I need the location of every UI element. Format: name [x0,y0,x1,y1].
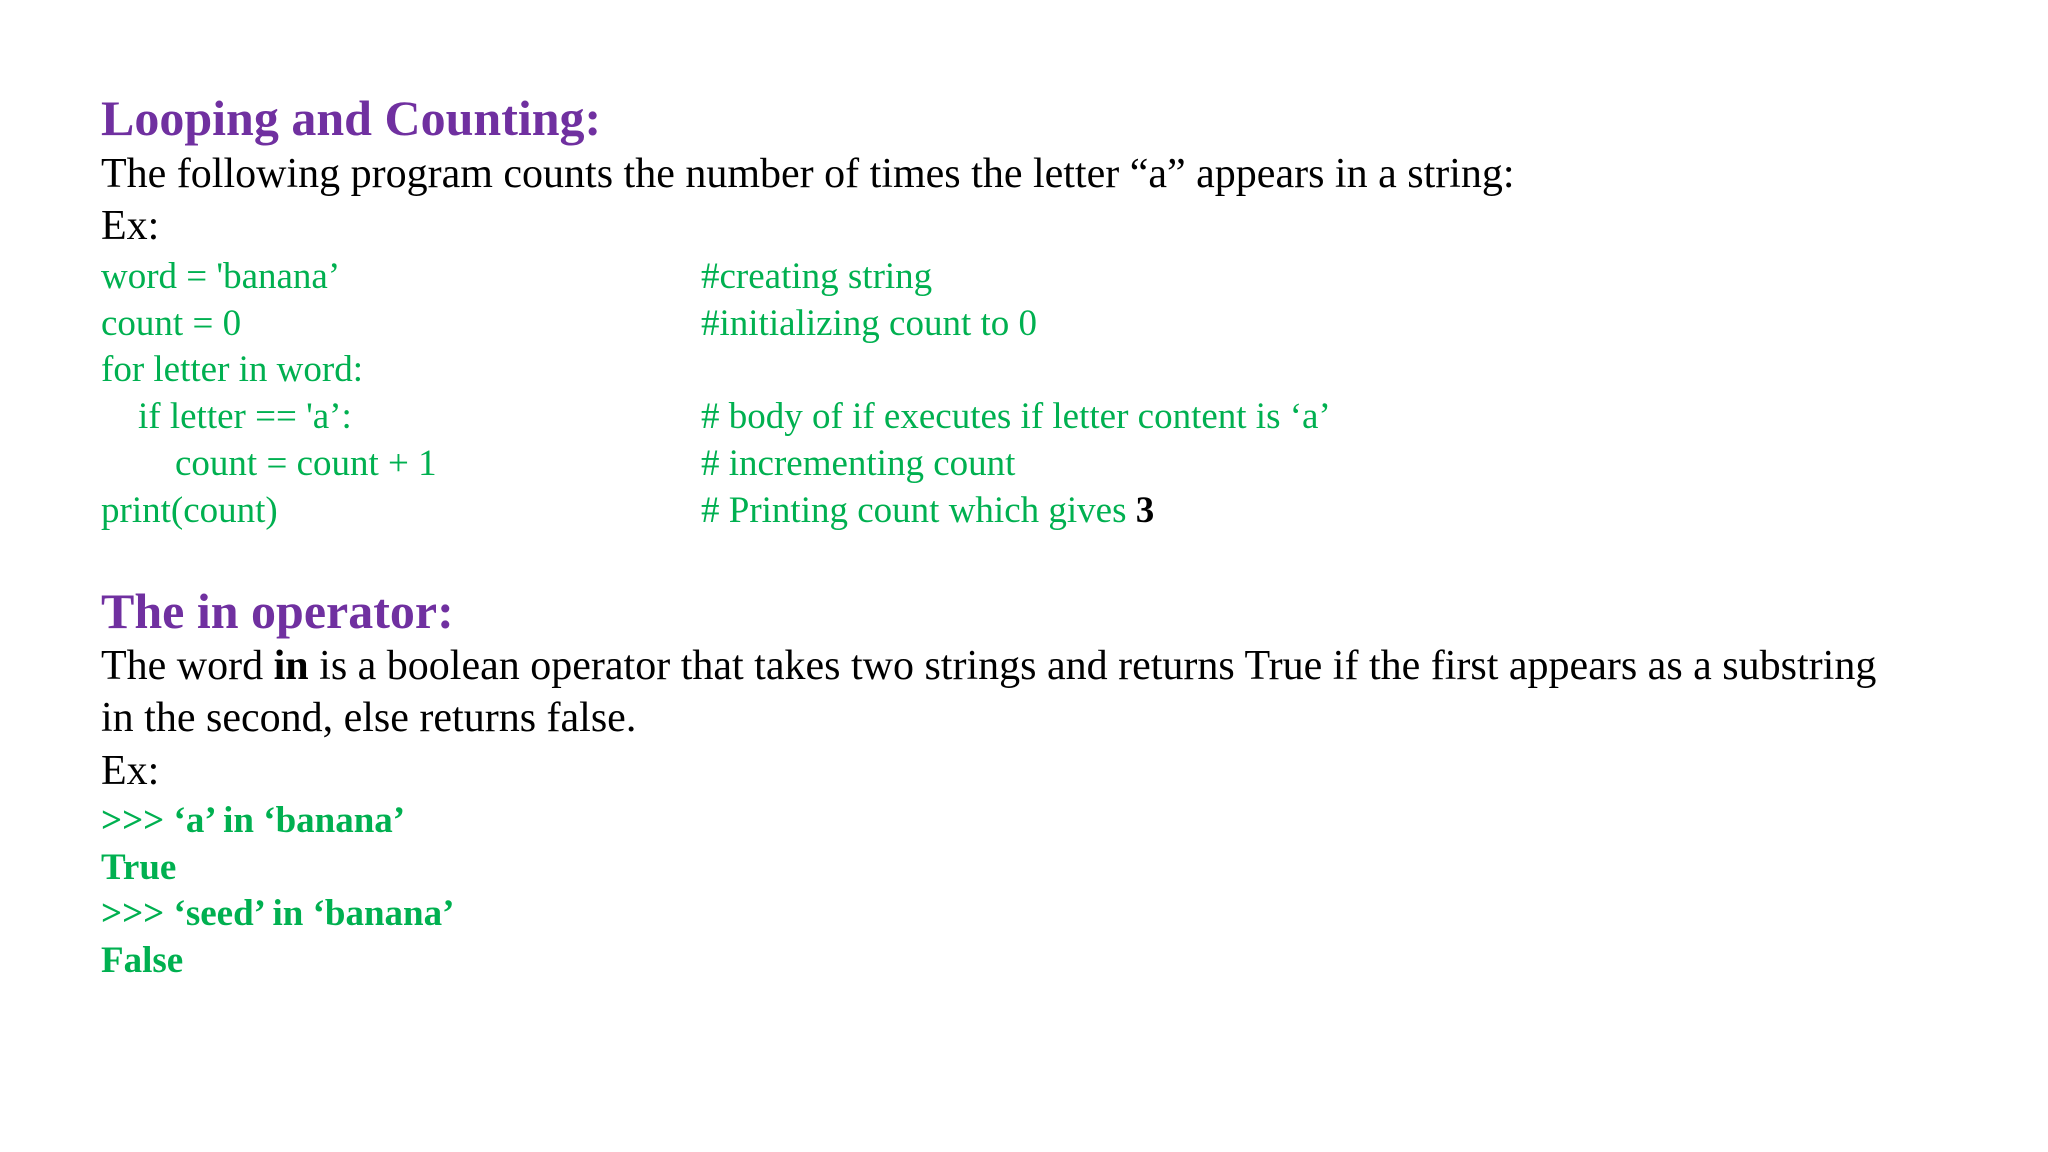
code-text: print(count) [101,490,278,531]
code-text: count = count + 1 [101,443,437,484]
in-operator-paragraph-line2: in the second, else returns false. [101,695,637,741]
code-comment: # incrementing count [701,443,1016,484]
heading-looping-and-counting: Looping and Counting: [101,90,602,146]
code-line [101,300,1601,347]
example-label: Ex: [101,203,160,249]
paragraph-text: is a boolean operator that takes two strings and returns True if the first appears as a substring [308,643,1877,689]
slide [101,0,2001,1152]
code-line [101,253,1601,300]
repl-line: False [101,940,184,981]
output-value: 3 [1135,490,1155,531]
code-text: count = 0 [101,303,242,344]
heading-in-operator: The in operator: [101,583,454,639]
intro-paragraph: The following program counts the number of times the letter “a” appears in a string: [101,151,1515,197]
code-line [101,440,1601,487]
code-line [101,393,1601,440]
code-comment: #creating string [701,256,933,297]
code-text: for letter in word: [101,349,363,390]
code-line [101,487,1601,534]
keyword-in: in [273,643,309,689]
code-text: word = 'banana’ [101,256,341,297]
example-label: Ex: [101,748,160,794]
code-comment [701,487,1154,534]
repl-line: >>> ‘a’ in ‘banana’ [101,800,406,841]
paragraph-text: The word [101,643,274,689]
code-comment: #initializing count to 0 [701,303,1038,344]
repl-line: >>> ‘seed’ in ‘banana’ [101,893,455,934]
repl-line: True [101,847,177,888]
code-text: if letter == 'a’: [101,396,352,437]
code-comment: # body of if executes if letter content is ‘a’ [701,396,1331,437]
in-operator-paragraph [101,640,1876,693]
code-comment-text: # Printing count which gives [701,490,1136,531]
code-line [101,346,1601,393]
